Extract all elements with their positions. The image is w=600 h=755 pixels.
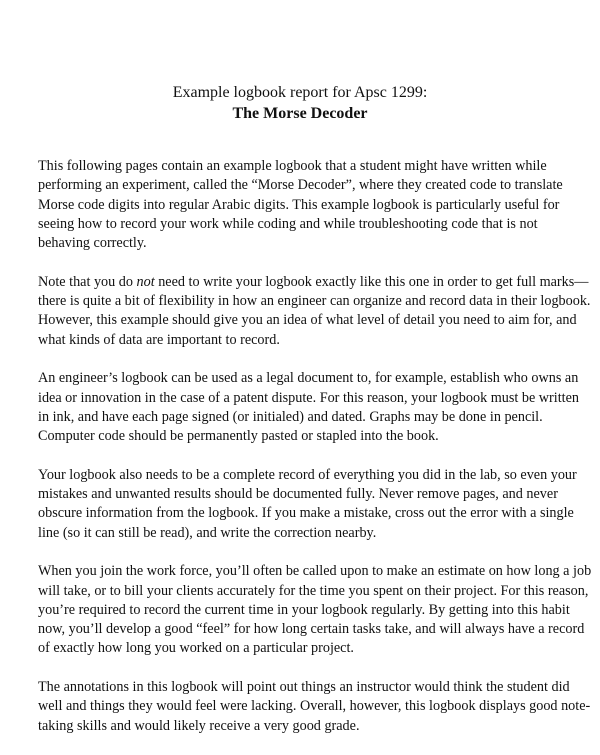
- paragraph-line: in ink, and have each page signed (or initialed) and dated. Graphs may be done in pencil.: [38, 408, 543, 425]
- paragraph-line: well and things they would feel were lacking. Overall, however, this logbook displays good note-: [38, 698, 591, 715]
- paragraph-line: taking skills and would likely receive a very good grade.: [38, 717, 360, 734]
- paragraph-line: seeing how to record your work while coding and while troubleshooting code that is not: [38, 215, 538, 232]
- paragraph-line: Note that you do not need to write your logbook exactly like this one in order to get full marks—: [38, 273, 589, 290]
- paragraph-line: what kinds of data are important to record.: [38, 331, 280, 348]
- paragraph-line: However, this example should give you an idea of what level of detail you need to aim for, and: [38, 312, 577, 329]
- paragraph-line: obscure information from the logbook. If you make a mistake, cross out the error with a single: [38, 505, 574, 522]
- paragraph-line: idea or innovation in the case of a patent dispute. For this reason, your logbook must be written: [38, 389, 579, 406]
- paragraph-line: performing an experiment, called the “Morse Decoder”, where they created code to translate: [38, 177, 563, 194]
- paragraph-line: there is quite a bit of flexibility in how an engineer can organize and record data in their logbook.: [38, 293, 591, 310]
- paragraph-line: will take, or to bill your clients accurately for the time you spent on their project. For this reason,: [38, 582, 589, 599]
- paragraph-line: This following pages contain an example logbook that a student might have written while: [38, 158, 547, 174]
- paragraph-line: An engineer’s logbook can be used as a legal document to, for example, establish who owns an: [38, 370, 579, 387]
- paragraph-line: mistakes and unwanted results should be documented fully. Never remove pages, and never: [38, 486, 558, 503]
- paragraph-line: When you join the work force, you’ll often be called upon to make an estimate on how long a job: [38, 563, 592, 580]
- paragraph-line: behaving correctly.: [38, 235, 147, 252]
- annotations-paragraph: [38, 678, 591, 736]
- document-title: Example logbook report for Apsc 1299:: [172, 84, 428, 101]
- paragraph-line: line (so it can still be read), and write the correction nearby.: [38, 524, 377, 541]
- paragraph-line: you’re required to record the current time in your logbook regularly. By getting into this habit: [38, 601, 570, 618]
- time-paragraph: [38, 562, 592, 658]
- emphasis-not: not: [136, 273, 155, 290]
- paragraph-line: Computer code should be permanently pasted or stapled into the book.: [38, 428, 439, 445]
- document-header: [0, 83, 600, 124]
- note-paragraph: [38, 273, 591, 350]
- document-body: [38, 157, 592, 755]
- paragraph-line: now, you’ll develop a good “feel” for how long certain tasks take, and will always have a record: [38, 621, 585, 638]
- intro-paragraph: [38, 157, 578, 253]
- record-paragraph: [38, 466, 578, 543]
- paragraph-line: The annotations in this logbook will point out things an instructor would think the student did: [38, 679, 570, 696]
- paragraph-line: Your logbook also needs to be a complete record of everything you did in the lab, so even your: [38, 466, 577, 483]
- legal-paragraph: [38, 369, 578, 446]
- document-subtitle: The Morse Decoder: [232, 105, 368, 122]
- paragraph-line: of exactly how long you worked on a particular project.: [38, 640, 354, 657]
- paragraph-line: Morse code digits into regular Arabic digits. This example logbook is particularly useful for: [38, 196, 560, 213]
